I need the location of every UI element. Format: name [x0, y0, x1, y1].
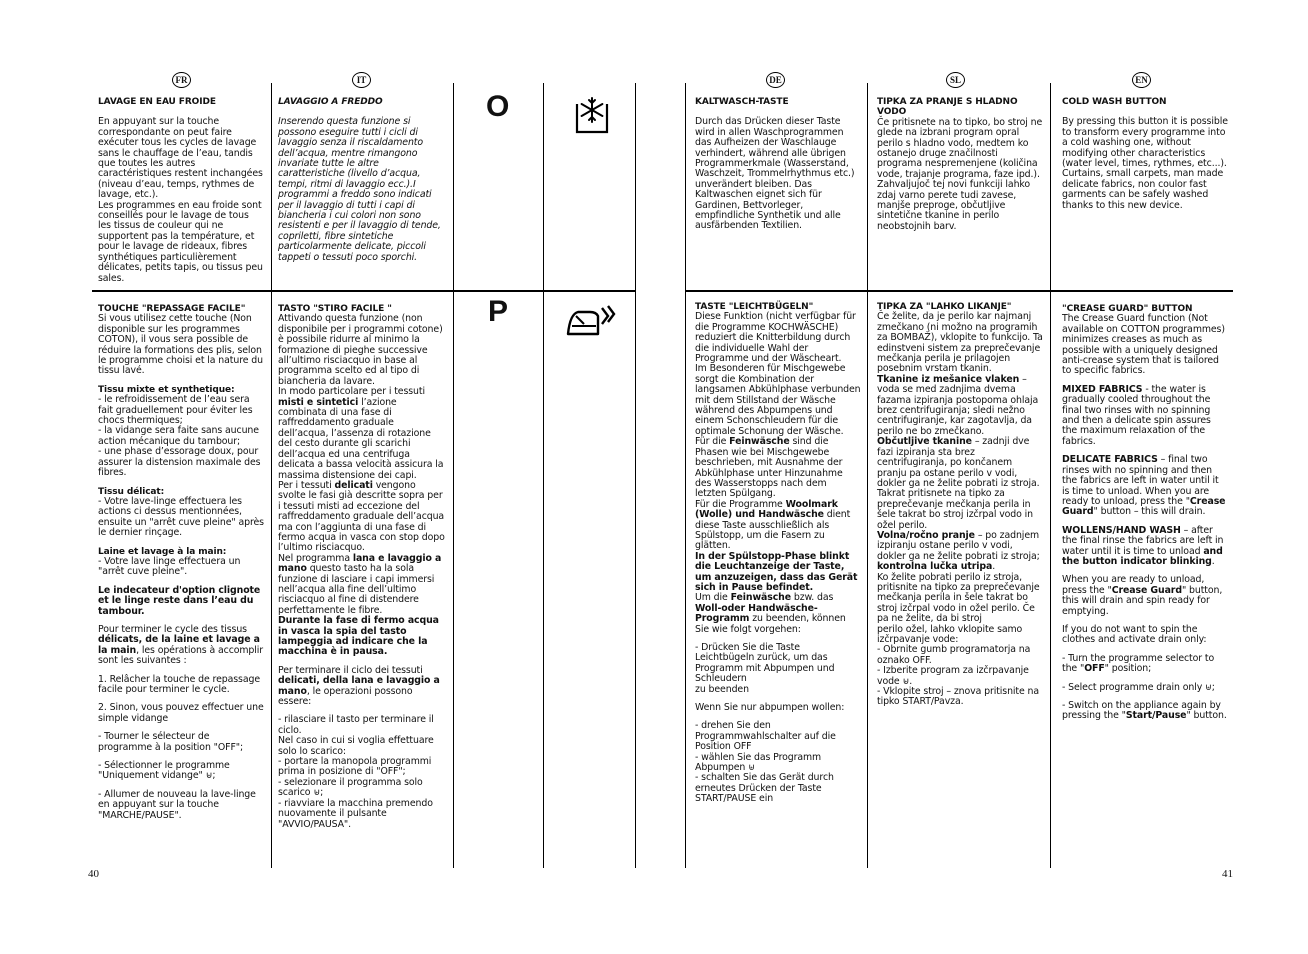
it-iron-title: TASTO "STIRO FACILE " — [278, 304, 392, 314]
it-cold-body: Inserendo questa funzione si possono eseguire tutti i cicli di lavaggio senza il riscaldamento dell’acqua, mentre rimangono invariate tutte le altre caratteristiche (livello d’acqua, tempi, ritmi di lavaggio ecc.).I programmi a freddo sono indicati per il lavaggio di tutti i capi di biancheria i cui colori non sono resistenti e per il lavaggio di tende, copriletti, fibre sintetiche particolarmente delicate, piccoli tappeti o tessuti poco sporchi. — [278, 116, 441, 263]
en-iron-body: The Crease Guard function (Not available on COTTON programmes) minimizes creases as much as possible with a uniquely designed anti-crease system that is tailored to specific fabrics. — [1062, 313, 1225, 377]
en-unload: When you are ready to unload, press the "Crease Guard" button, this will drain and spin ready for emptying. — [1062, 574, 1223, 617]
fr-iron-intro: Si vous utilisez cette touche (Non disponible sur les programmes COTON), il vous sera possible de réduire la formations des plis, selon le programme choisi et la nature du tissu lavé. — [98, 313, 264, 377]
easy-iron-letter: P — [488, 295, 509, 328]
fr-indicator-note: Le indecateur d'option clignote et le linge reste dans l’eau du tambour. — [98, 584, 261, 617]
flag-it: IT — [352, 72, 371, 88]
en-cold-body: By pressing this button it is possible to transform every programme into a cold washing one, without modifying other characteristics (water level, times, rythmes, etc...). Curtains, small carpets, man made delicate fabrics, non coulor fast garments can be safely washed thanks to this new device. — [1062, 116, 1228, 211]
de-iron-section — [695, 302, 861, 813]
fr-iron-title: TOUCHE "REPASSAGE FACILE" — [98, 304, 246, 314]
de-iron-body: Diese Funktion (nicht verfügbar für die Programme KOCHWÄSCHE) reduziert die Knitterbildung durch die individuelle Wahl der Programme und der Wäscheart. Im Besonderen für Mischgewebe sorgt die Kombination der langsamen Abkühlphase verbunden mit dem Stillstand der Wäsche während des Abpumpens und einem Schonschleudern für die optimale Schonung der Wäsche. Für die Feinwäsche sind die Phasen wie bei Mischgewebe beschrieben, mit Ausnahme der Abkühlphase unter Hinzunahme des Wasserstopps nach dem letzten Spülgang. Für die Programme Woolmark (Wolle) und Handwäsche dient diese Taste ausschließlich als Spülstopp, um die Fasern zu glätten. In der Spülstopp-Phase blinkt die Leuchtanzeige der Taste, um anzuzeigen, dass das Gerät sich in Pause befindet. Um die Feinwäsche bzw. das Woll-oder Handwäsche-Programm zu beenden, können Sie wie folgt vorgehen: — [695, 311, 861, 635]
fr-cold-section — [98, 97, 263, 292]
sl-cold-title: TIPKA ZA PRANJE S HLADNO VODO — [877, 97, 1018, 118]
en-iron-section — [1062, 304, 1228, 730]
fr-step3: - Tourner le sélecteur de programme à la position "OFF"; — [98, 731, 244, 753]
divider — [635, 83, 636, 868]
sl-iron-title: TIPKA ZA "LAHKO LIKANJE" — [877, 302, 1012, 312]
it-iron-body: Attivando questa funzione (non disponibile per i programmi cotone) è possibile ridurre al minimo la formazione di pieghe successive all’ultimo risciacquo in base al programma scelto ed al tipo di biancheria da lavare. In modo particolare per i tessuti misti e sintetici l’azione combinata di una fase di raffreddamento graduale dell’acqua, l’assenza di rotazione del cesto durante gli scarichi dell’acqua ed una centrifuga delicata a bassa velocità assicura la massima distensione dei capi. Per i tessuti delicati vengono svolte le fasi già descritte sopra per i tessuti misti ad eccezione del raffreddamento graduale dell’acqua ma con l’aggiunta di una fase di fermo acqua in vasca con stop dopo l’ultimo risciacquo. Nel programma lana e lavaggio a mano questo tasto ha la sola funzione di lasciare i capi immersi nell’acqua alla fine dell’ultimo risciacquo al fine di distendere perfettamente le fibre. Durante la fase di fermo acqua in vasca la spia del tasto lampeggia ad indicare che la macchina è in pausa. — [278, 313, 445, 658]
divider — [685, 83, 686, 868]
fr-iron-section — [98, 304, 264, 829]
fr-mixte-body: - le refroidissement de l’eau sera fait graduellement pour éviter les chocs thermiques; - la vidange sera faite sans aucune action mécanique du tambour; - une phase d’essorage doux, pour assurer la distension maximale des fibres. — [98, 394, 261, 479]
cold-wash-letter: O — [486, 90, 510, 123]
sl-iron-body: Če želite, da je perilo kar najmanj zmečkano (ni možno na programih za BOMBAŽ), vklopite to funkcijo. Ta edinstveni sistem za preprečevanje mečkanja perila je prilagojen posebnim vrstam tkanin. Tkanine iz mešanice vlaken – voda se med zadnjima dvema fazama izpiranja postopoma ohlaja brez centrifugiranja; sledi nežno centrifugiranje, kar zagotavlja, da perilo ne bo zmečkano. Občutljive tkanine – zadnji dve fazi izpiranja sta brez centrifugiranja, po končanem pranju pa ostane perilo v vodi, dokler ga ne želite pobrati iz stroja. Takrat pritisnete na tipko za preprečevanje mečkanja perila in šele takrat bo stroj izčrpal vodo in ožel perilo. Volna/ročno pranje – po zadnjem izpiranju ostane perilo v vodi, dokler ga ne želite pobrati iz stroja; kontrolna lučka utripa. Ko želite pobrati perilo iz stroja, pritisnite na tipko za preprečevanje mečkanja perila in šele takrat bo stroj izčrpal vodo in ožel perilo. Če pa ne želite, da bi stroj perilo ožel, lahko vklopite samo izčrpavanje vode: - Obrnite gumb programatorja na oznako OFF. - Izberite program za izčrpavanje vode ⊎. - Vklopite stroj – znova pritisnite na tipko START/Pavza. — [877, 311, 1043, 708]
it-cold-title: LAVAGGIO A FREDDO — [278, 97, 383, 107]
fr-laine-title: Laine et lavage à la main: — [98, 546, 227, 557]
fr-step2: 2. Sinon, vous pouvez effectuer une simple vidange — [98, 702, 264, 724]
en-cold-section — [1062, 97, 1228, 219]
sl-iron-section — [877, 302, 1043, 716]
sl-cold-body: Če pritisnete na to tipko, bo stroj ne glede na izbrani program opral perilo s hladno vodo, medtem ko ostanejo druge značilnosti programa nespremenjene (količina vode, trajanje programa, faze ipd.). Zahvaljujoč tej novi funkciji lahko zdaj varno perete tudi zavese, manjše preproge, občutljive sintetične tkanine in perilo neobstojnih barv. — [877, 116, 1043, 232]
de-cold-title: KALTWASCH-TASTE — [695, 97, 789, 107]
en-switch: - Switch on the appliance again by pressing the "Start/Pause" button. — [1062, 700, 1227, 722]
en-turn: - Turn the programme selector to the "OFF" position; — [1062, 652, 1215, 675]
de-cold-section — [695, 97, 861, 240]
divider — [1050, 83, 1051, 868]
fr-step5: - Allumer de nouveau la lave-linge en appuyant sur la touche "MARCHE/PAUSE". — [98, 788, 256, 821]
flag-sl: SL — [946, 72, 965, 88]
it-steps: - rilasciare il tasto per terminare il ciclo. Nel caso in cui si voglia effettuare solo lo scarico: - portare la manopola programmi prima in posizione di "OFF"; - selezionare il programma solo scarico ⊎; - riavviare la macchina premendo nuovamente il pulsante "AVVIO/PAUSA". — [278, 714, 434, 830]
it-end-intro: Per terminare il ciclo dei tessuti delicati, della lana e lavaggio a mano, le operazioni possono essere: — [278, 664, 440, 708]
de-cold-body: Durch das Drücken dieser Taste wird in allen Waschprogrammen das Aufheizen der Waschlauge verhindert, während alle übrigen Programmerkmale (Wasserstand, Waschzeit, Trommelrhythmus etc.) unverändert bleiben. Das Kaltwaschen eignet sich für Gardinen, Bettvorleger, empfindliche Synthetik und alle ausfärbenden Textilien. — [695, 116, 855, 232]
flag-en: EN — [1132, 72, 1151, 88]
en-iron-title: "CREASE GUARD" BUTTON — [1062, 304, 1193, 314]
en-delicate: DELICATE FABRICS – final two rinses with no spinning and then the fabrics are left in water until it is time to unload. When you are ready to unload, press the "Crease Guard" button – this will drain. — [1062, 454, 1226, 518]
divider — [271, 83, 272, 868]
fr-step4: - Sélectionner le programme "Uniquement vidange" ⊎; — [98, 760, 230, 782]
flag-de: DE — [766, 72, 785, 88]
en-select: - Select programme drain only ⊎; — [1062, 681, 1215, 693]
de-steps: - drehen Sie den Programmwahlschalter auf die Position OFF - wählen Sie das Programm Abpumpen ⊎ - schalten Sie das Gerät durch erneutes Drücken der Taste START/PAUSE ein — [695, 720, 836, 805]
page-number-right: 41 — [1222, 868, 1233, 880]
fr-step1: 1. Relâcher la touche de repassage facile pour terminer le cycle. — [98, 673, 261, 695]
de-pump-intro: Wenn Sie nur abpumpen wollen: — [695, 702, 845, 714]
fr-laine-body: - Votre lave linge effectuera un "arrêt cuve pleine". — [98, 555, 241, 578]
iron-icon — [566, 304, 618, 340]
fr-cold-body: En appuyant sur la touche correspondante on peut faire exécuter tous les cycles de lavage sans le chauffage de l’eau, tandis que toutes les autres caractéristiques restent inchangées (niveau d’eau, temps, rythmes de lavage, etc.). Les programmes en eau froide sont conseillés pour le lavage de tous les tissus de couleur qui ne supportent pas la température, et pour le lavage de rideaux, fibres synthétiques particulièrement délicates, petits tapis, ou tissus peu sales. — [98, 116, 263, 284]
fr-terminer: Pour terminer le cycle des tissus délicats, de la laine et lavage a la main, les opérations à accomplir sont les suivantes : — [98, 623, 264, 667]
page-number-left: 40 — [88, 868, 99, 880]
en-mixed: MIXED FABRICS - the water is gradually cooled throughout the final two rinses with no spinning and then a delicate spin assures the maximum relaxation of the fabrics. — [1062, 383, 1211, 447]
snowflake-tub-icon — [574, 96, 610, 136]
sl-cold-section — [877, 97, 1043, 240]
divider — [543, 83, 544, 868]
flag-fr: FR — [172, 72, 191, 88]
fr-cold-title: LAVAGE EN EAU FROIDE — [98, 97, 216, 107]
row-divider — [685, 290, 1233, 292]
fr-mixte-title: Tissu mixte et synthetique: — [98, 384, 235, 395]
en-nospin: If you do not want to spin the clothes and activate drain only: — [1062, 623, 1207, 646]
fr-delicat-body: - Votre lave-linge effectuera les actions ci dessus mentionnées, ensuite un "arrêt cuve pleine" après le dernier rinçage. — [98, 495, 264, 539]
divider — [867, 83, 868, 868]
en-cold-title: COLD WASH BUTTON — [1062, 97, 1167, 107]
it-cold-section — [278, 97, 446, 271]
de-iron-title: TASTE "LEICHTBÜGELN" — [695, 302, 814, 312]
fr-delicat-title: Tissu délicat: — [98, 486, 165, 497]
divider — [453, 83, 454, 868]
it-iron-section — [278, 304, 446, 838]
de-step1: - Drücken Sie die Taste Leichtbügeln zurück, um das Programm mit Abpumpen und Schleudern zu beenden — [695, 642, 835, 695]
en-wool: WOLLENS/HAND WASH – after the final rinse the fabrics are left in water until it is time to unload and the button indicator blinking. — [1062, 524, 1224, 567]
